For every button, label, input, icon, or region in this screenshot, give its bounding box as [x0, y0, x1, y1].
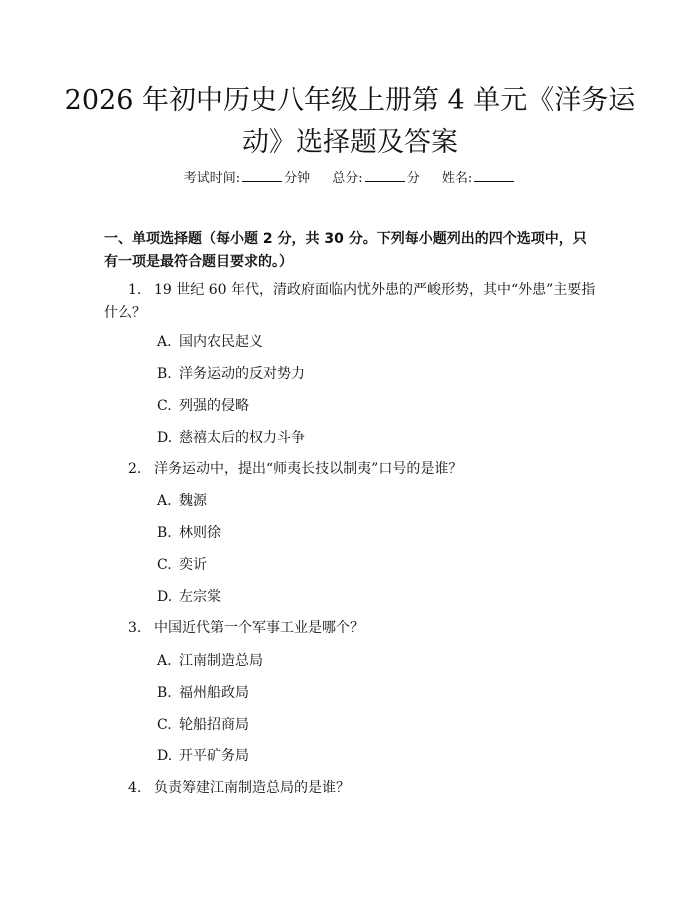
question-4 — [104, 777, 600, 800]
question-number: 3. — [128, 620, 142, 636]
option-letter: A. — [157, 334, 172, 350]
option-text: 林则徐 — [179, 525, 221, 541]
option-text: 魏源 — [179, 493, 207, 509]
question-3-option-d — [157, 746, 249, 766]
exam-time-unit: 分钟 — [284, 171, 311, 186]
student-name-field — [442, 168, 516, 189]
section-heading: 一、单项选择题（每小题 2 分，共 30 分。下列每小题列出的四个选项中，只有一项是最符合题目要求的。） — [104, 231, 587, 270]
option-letter: A. — [157, 493, 172, 509]
question-3-option-a — [157, 651, 263, 671]
option-letter: D. — [157, 430, 173, 446]
exam-time-field — [184, 168, 310, 189]
question-1-option-d — [157, 428, 305, 448]
question-text: 负责筹建江南制造总局的是谁？ — [154, 780, 350, 796]
question-1-option-a — [157, 332, 263, 352]
question-3-option-b — [157, 683, 249, 703]
option-text: 江南制造总局 — [179, 653, 263, 669]
student-name-label: 姓名: — [441, 171, 473, 186]
question-text: 洋务运动中，提出“师夷长技以制夷”口号的是谁？ — [154, 461, 463, 477]
question-2 — [104, 458, 600, 481]
total-score-label: 总分: — [332, 171, 363, 186]
question-text: 19 世纪 60 年代，清政府面临内忧外患的严峻形势，其中“外患”主要指什么？ — [104, 282, 596, 321]
total-score-unit: 分 — [406, 171, 420, 186]
question-text: 中国近代第一个军事工业是哪个？ — [154, 620, 364, 636]
option-text: 开平矿务局 — [179, 748, 249, 764]
option-text: 左宗棠 — [179, 589, 221, 605]
question-1-option-b — [157, 364, 305, 384]
option-letter: C. — [157, 717, 172, 733]
question-3-option-c — [157, 715, 249, 735]
option-letter: A. — [157, 653, 172, 669]
option-text: 奕䜣 — [179, 557, 207, 573]
question-1 — [104, 279, 600, 325]
option-letter: B. — [157, 366, 172, 382]
document-title: 2026 年初中历史八年级上册第 4 单元《洋务运动》选择题及答案 — [64, 85, 636, 158]
question-number: 1. — [128, 282, 142, 298]
exam-time-label: 考试时间: — [183, 171, 241, 186]
total-score-field — [332, 168, 419, 189]
option-text: 轮船招商局 — [179, 717, 249, 733]
question-number: 2. — [128, 461, 142, 477]
option-letter: C. — [157, 398, 172, 414]
question-2-option-c — [157, 555, 207, 575]
option-text: 慈禧太后的权力斗争 — [179, 430, 305, 446]
total-score-blank — [365, 168, 405, 182]
exam-info-line — [0, 168, 700, 189]
option-letter: C. — [157, 557, 172, 573]
option-letter: D. — [157, 589, 173, 605]
question-2-option-d — [157, 587, 221, 607]
option-letter: B. — [157, 525, 172, 541]
student-name-blank — [474, 168, 514, 182]
question-2-option-a — [157, 491, 207, 511]
option-letter: D. — [157, 748, 173, 764]
question-number: 4. — [128, 780, 142, 796]
exam-time-blank — [242, 168, 282, 182]
option-text: 国内农民起义 — [179, 334, 263, 350]
option-text: 洋务运动的反对势力 — [179, 366, 305, 382]
question-3 — [104, 617, 600, 640]
option-text: 福州船政局 — [179, 685, 249, 701]
option-text: 列强的侵略 — [179, 398, 249, 414]
question-2-option-b — [157, 523, 221, 543]
question-1-option-c — [157, 396, 249, 416]
option-letter: B. — [157, 685, 172, 701]
